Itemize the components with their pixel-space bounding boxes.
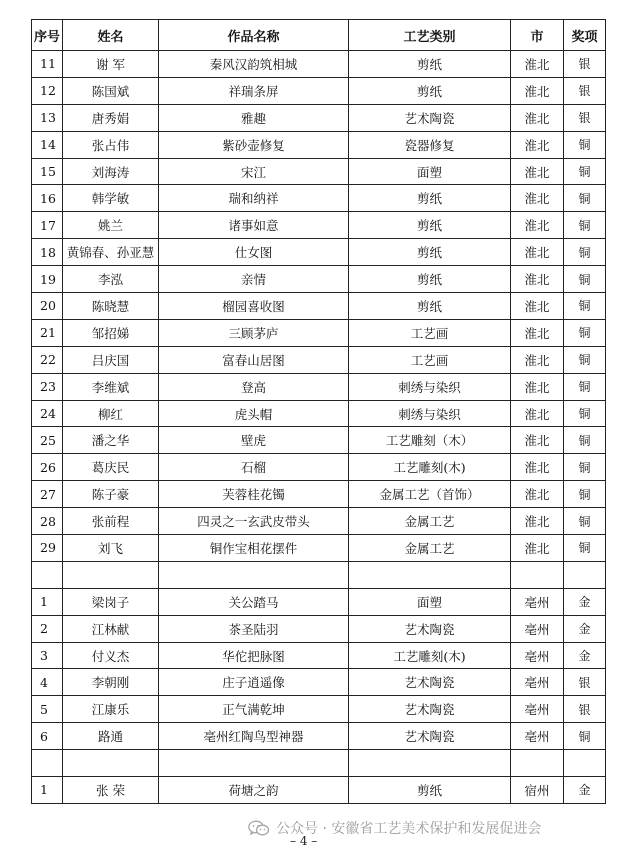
cell-category: 瓷器修复 bbox=[349, 131, 511, 158]
cell-city: 亳州 bbox=[511, 588, 564, 615]
cell-category: 剪纸 bbox=[349, 266, 511, 293]
cell-no: 28 bbox=[32, 508, 63, 535]
cell-award: 铜 bbox=[564, 212, 606, 239]
cell-no: 13 bbox=[32, 104, 63, 131]
cell-name: 潘之华 bbox=[63, 427, 159, 454]
cell-no: 24 bbox=[32, 400, 63, 427]
table-row bbox=[32, 615, 606, 642]
cell-name: 陈国斌 bbox=[63, 77, 159, 104]
cell-no: 3 bbox=[32, 642, 63, 669]
cell-category: 剪纸 bbox=[349, 77, 511, 104]
cell-work: 宋江 bbox=[159, 158, 349, 185]
cell-no: 27 bbox=[32, 481, 63, 508]
table-row bbox=[32, 481, 606, 508]
watermark-text: 公众号 · 安徽省工艺美术保护和发展促进会 bbox=[276, 821, 542, 837]
cell-award: 铜 bbox=[564, 239, 606, 266]
cell-award: 银 bbox=[564, 696, 606, 723]
cell-no: 15 bbox=[32, 158, 63, 185]
cell-work: 祥瑞条屏 bbox=[159, 77, 349, 104]
cell-award: 铜 bbox=[564, 454, 606, 481]
cell-city: 淮北 bbox=[511, 212, 564, 239]
cell-award: 铜 bbox=[564, 481, 606, 508]
cell-no: 5 bbox=[32, 696, 63, 723]
cell-no: 18 bbox=[32, 239, 63, 266]
cell-name: 邹招娣 bbox=[63, 319, 159, 346]
cell-category bbox=[349, 750, 511, 777]
cell-category bbox=[349, 561, 511, 588]
table-row bbox=[32, 373, 606, 400]
cell-category: 金属工艺 bbox=[349, 508, 511, 535]
cell-name: 吕庆国 bbox=[63, 346, 159, 373]
cell-city: 亳州 bbox=[511, 669, 564, 696]
table-row bbox=[32, 750, 606, 777]
table-row bbox=[32, 319, 606, 346]
table-row bbox=[32, 777, 606, 804]
cell-work: 虎头帽 bbox=[159, 400, 349, 427]
cell-name: 谢 军 bbox=[63, 51, 159, 78]
cell-award: 金 bbox=[564, 588, 606, 615]
header-category: 工艺类别 bbox=[349, 20, 511, 51]
cell-name: 江林献 bbox=[63, 615, 159, 642]
cell-award: 银 bbox=[564, 104, 606, 131]
page-number: – 4 – bbox=[290, 834, 318, 848]
table-row bbox=[32, 131, 606, 158]
cell-work: 诸事如意 bbox=[159, 212, 349, 239]
cell-work: 正气满乾坤 bbox=[159, 696, 349, 723]
cell-city: 淮北 bbox=[511, 508, 564, 535]
table-row bbox=[32, 400, 606, 427]
cell-category: 剪纸 bbox=[349, 51, 511, 78]
cell-city: 淮北 bbox=[511, 427, 564, 454]
cell-award: 铜 bbox=[564, 266, 606, 293]
cell-name: 李维斌 bbox=[63, 373, 159, 400]
cell-category: 艺术陶瓷 bbox=[349, 669, 511, 696]
cell-city: 淮北 bbox=[511, 104, 564, 131]
cell-no bbox=[32, 561, 63, 588]
cell-work: 荷塘之韵 bbox=[159, 777, 349, 804]
cell-work: 芙蓉桂花镯 bbox=[159, 481, 349, 508]
cell-work: 榴园喜收图 bbox=[159, 293, 349, 320]
cell-no: 19 bbox=[32, 266, 63, 293]
cell-city: 淮北 bbox=[511, 293, 564, 320]
cell-city: 淮北 bbox=[511, 77, 564, 104]
cell-no: 20 bbox=[32, 293, 63, 320]
cell-work: 华佗把脉图 bbox=[159, 642, 349, 669]
cell-city: 亳州 bbox=[511, 642, 564, 669]
cell-name: 刘飞 bbox=[63, 535, 159, 562]
table-row bbox=[32, 104, 606, 131]
table-row bbox=[32, 346, 606, 373]
cell-award: 铜 bbox=[564, 185, 606, 212]
cell-name: 江康乐 bbox=[63, 696, 159, 723]
cell-category: 刺绣与染织 bbox=[349, 373, 511, 400]
cell-work: 壁虎 bbox=[159, 427, 349, 454]
cell-name: 唐秀娟 bbox=[63, 104, 159, 131]
cell-name: 陈子豪 bbox=[63, 481, 159, 508]
cell-no: 1 bbox=[32, 777, 63, 804]
cell-city: 淮北 bbox=[511, 239, 564, 266]
cell-award: 铜 bbox=[564, 400, 606, 427]
table-row bbox=[32, 293, 606, 320]
cell-no: 4 bbox=[32, 669, 63, 696]
cell-category: 艺术陶瓷 bbox=[349, 696, 511, 723]
header-award: 奖项 bbox=[564, 20, 606, 51]
cell-work: 石榴 bbox=[159, 454, 349, 481]
table-row bbox=[32, 642, 606, 669]
cell-work: 四灵之一玄武皮带头 bbox=[159, 508, 349, 535]
cell-name: 陈晓慧 bbox=[63, 293, 159, 320]
cell-name: 刘海涛 bbox=[63, 158, 159, 185]
table-row bbox=[32, 669, 606, 696]
cell-city: 宿州 bbox=[511, 777, 564, 804]
cell-category: 工艺画 bbox=[349, 319, 511, 346]
cell-category: 工艺雕刻(木) bbox=[349, 642, 511, 669]
cell-award: 铜 bbox=[564, 158, 606, 185]
table-row bbox=[32, 266, 606, 293]
cell-award: 铜 bbox=[564, 293, 606, 320]
cell-work: 仕女图 bbox=[159, 239, 349, 266]
cell-award: 铜 bbox=[564, 723, 606, 750]
cell-city: 淮北 bbox=[511, 481, 564, 508]
cell-name: 张前程 bbox=[63, 508, 159, 535]
cell-name bbox=[63, 561, 159, 588]
cell-award: 铜 bbox=[564, 131, 606, 158]
cell-city: 淮北 bbox=[511, 51, 564, 78]
cell-category: 剪纸 bbox=[349, 239, 511, 266]
cell-work: 紫砂壶修复 bbox=[159, 131, 349, 158]
header-work: 作品名称 bbox=[159, 20, 349, 51]
cell-work: 铜作宝相花摆件 bbox=[159, 535, 349, 562]
cell-award: 铜 bbox=[564, 319, 606, 346]
table-row bbox=[32, 723, 606, 750]
cell-city: 淮北 bbox=[511, 373, 564, 400]
cell-no: 26 bbox=[32, 454, 63, 481]
cell-no: 12 bbox=[32, 77, 63, 104]
awards-table bbox=[31, 19, 606, 804]
cell-no: 25 bbox=[32, 427, 63, 454]
cell-work: 茶圣陆羽 bbox=[159, 615, 349, 642]
cell-no: 21 bbox=[32, 319, 63, 346]
cell-work: 雅趣 bbox=[159, 104, 349, 131]
table-row bbox=[32, 454, 606, 481]
cell-category: 艺术陶瓷 bbox=[349, 615, 511, 642]
cell-city: 淮北 bbox=[511, 158, 564, 185]
cell-category: 艺术陶瓷 bbox=[349, 723, 511, 750]
cell-city: 淮北 bbox=[511, 454, 564, 481]
cell-name: 李朝刚 bbox=[63, 669, 159, 696]
cell-category: 刺绣与染织 bbox=[349, 400, 511, 427]
cell-no: 2 bbox=[32, 615, 63, 642]
cell-city: 亳州 bbox=[511, 723, 564, 750]
cell-award: 铜 bbox=[564, 535, 606, 562]
cell-category: 工艺雕刻(木) bbox=[349, 454, 511, 481]
cell-city: 淮北 bbox=[511, 185, 564, 212]
cell-category: 艺术陶瓷 bbox=[349, 104, 511, 131]
cell-no: 1 bbox=[32, 588, 63, 615]
cell-no: 6 bbox=[32, 723, 63, 750]
cell-city: 亳州 bbox=[511, 696, 564, 723]
cell-city: 淮北 bbox=[511, 346, 564, 373]
cell-city bbox=[511, 561, 564, 588]
cell-award: 铜 bbox=[564, 346, 606, 373]
cell-work: 秦风汉韵筑相城 bbox=[159, 51, 349, 78]
cell-work: 三顾茅庐 bbox=[159, 319, 349, 346]
cell-work: 登高 bbox=[159, 373, 349, 400]
table-row bbox=[32, 427, 606, 454]
cell-work: 富春山居图 bbox=[159, 346, 349, 373]
cell-name: 付义杰 bbox=[63, 642, 159, 669]
cell-award: 金 bbox=[564, 642, 606, 669]
cell-award: 银 bbox=[564, 669, 606, 696]
cell-category: 工艺雕刻（木） bbox=[349, 427, 511, 454]
table-row bbox=[32, 185, 606, 212]
cell-no: 29 bbox=[32, 535, 63, 562]
cell-work: 瑞和纳祥 bbox=[159, 185, 349, 212]
table-row bbox=[32, 212, 606, 239]
cell-no: 16 bbox=[32, 185, 63, 212]
cell-name: 韩学敏 bbox=[63, 185, 159, 212]
table-header-row bbox=[32, 20, 606, 51]
cell-name: 葛庆民 bbox=[63, 454, 159, 481]
cell-category: 剪纸 bbox=[349, 185, 511, 212]
cell-award: 铜 bbox=[564, 373, 606, 400]
cell-city: 淮北 bbox=[511, 131, 564, 158]
cell-work bbox=[159, 750, 349, 777]
cell-work: 关公踏马 bbox=[159, 588, 349, 615]
cell-award: 金 bbox=[564, 777, 606, 804]
cell-name: 黄锦春、孙亚慧 bbox=[63, 239, 159, 266]
cell-name: 梁岗子 bbox=[63, 588, 159, 615]
cell-no: 23 bbox=[32, 373, 63, 400]
cell-city bbox=[511, 750, 564, 777]
cell-name: 柳红 bbox=[63, 400, 159, 427]
table-row bbox=[32, 508, 606, 535]
cell-work: 庄子逍遥像 bbox=[159, 669, 349, 696]
cell-no: 11 bbox=[32, 51, 63, 78]
cell-award bbox=[564, 750, 606, 777]
table-row bbox=[32, 239, 606, 266]
cell-work bbox=[159, 561, 349, 588]
cell-category: 剪纸 bbox=[349, 293, 511, 320]
cell-city: 淮北 bbox=[511, 319, 564, 346]
cell-no: 17 bbox=[32, 212, 63, 239]
cell-city: 淮北 bbox=[511, 535, 564, 562]
cell-no: 22 bbox=[32, 346, 63, 373]
cell-award: 银 bbox=[564, 77, 606, 104]
cell-name: 张 荣 bbox=[63, 777, 159, 804]
cell-name bbox=[63, 750, 159, 777]
cell-no: 14 bbox=[32, 131, 63, 158]
wechat-icon bbox=[248, 820, 270, 837]
cell-award: 铜 bbox=[564, 508, 606, 535]
cell-no bbox=[32, 750, 63, 777]
cell-category: 金属工艺（首饰） bbox=[349, 481, 511, 508]
cell-category: 剪纸 bbox=[349, 777, 511, 804]
header-name: 姓名 bbox=[63, 20, 159, 51]
cell-category: 金属工艺 bbox=[349, 535, 511, 562]
cell-award: 铜 bbox=[564, 427, 606, 454]
cell-award bbox=[564, 561, 606, 588]
table-row bbox=[32, 535, 606, 562]
cell-work: 亳州红陶鸟型神器 bbox=[159, 723, 349, 750]
header-city: 市 bbox=[511, 20, 564, 51]
table-row bbox=[32, 51, 606, 78]
table-row bbox=[32, 77, 606, 104]
cell-category: 面塑 bbox=[349, 158, 511, 185]
cell-award: 金 bbox=[564, 615, 606, 642]
cell-name: 李泓 bbox=[63, 266, 159, 293]
cell-award: 银 bbox=[564, 51, 606, 78]
header-no: 序号 bbox=[32, 20, 63, 51]
cell-city: 亳州 bbox=[511, 615, 564, 642]
cell-name: 路通 bbox=[63, 723, 159, 750]
cell-category: 面塑 bbox=[349, 588, 511, 615]
table-row bbox=[32, 696, 606, 723]
cell-work: 亲情 bbox=[159, 266, 349, 293]
cell-city: 淮北 bbox=[511, 266, 564, 293]
table-row bbox=[32, 158, 606, 185]
cell-name: 张占伟 bbox=[63, 131, 159, 158]
table-row bbox=[32, 561, 606, 588]
cell-category: 剪纸 bbox=[349, 212, 511, 239]
cell-category: 工艺画 bbox=[349, 346, 511, 373]
cell-name: 姚兰 bbox=[63, 212, 159, 239]
table-body bbox=[32, 51, 606, 804]
table-row bbox=[32, 588, 606, 615]
cell-city: 淮北 bbox=[511, 400, 564, 427]
